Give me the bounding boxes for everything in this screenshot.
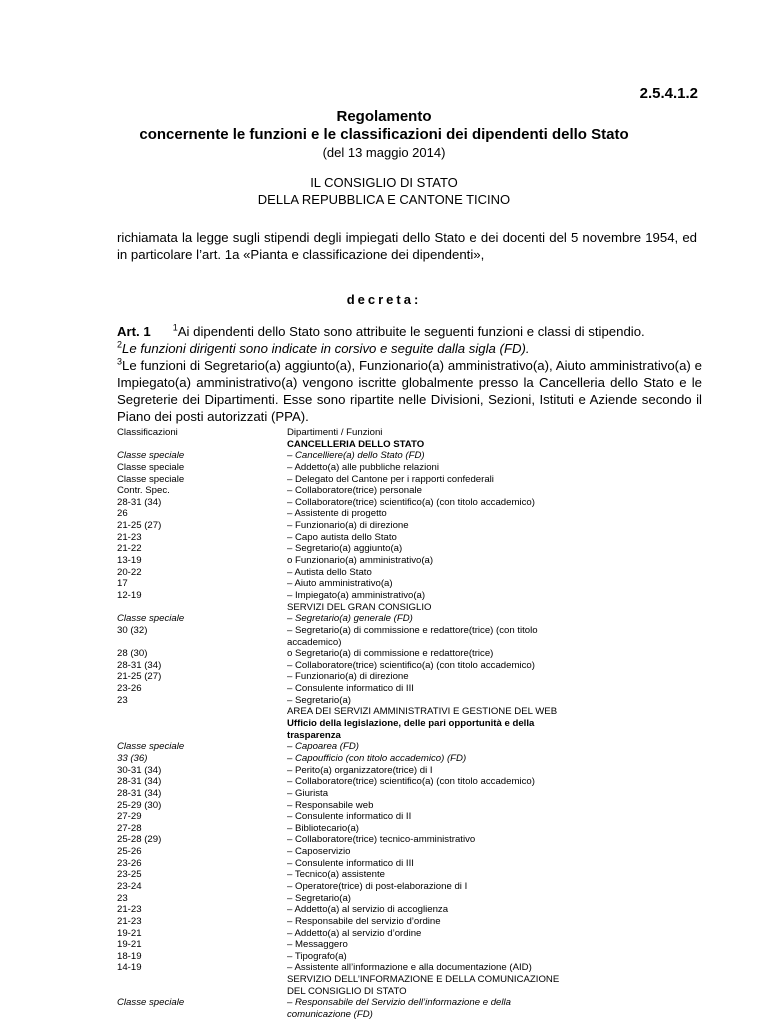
classification-cell	[117, 718, 277, 730]
classification-cell: Contr. Spec.	[117, 485, 170, 497]
function-cell: – Consulente informatico di II	[287, 811, 412, 823]
function-cell: – Capo autista dello Stato	[287, 531, 397, 543]
classification-cell: 12-19	[117, 589, 142, 601]
classification-cell: 25-28 (29)	[117, 834, 162, 846]
classification-cell: Classe speciale	[117, 461, 185, 473]
classification-cell	[117, 974, 277, 986]
classification-cell: 21-23	[117, 915, 142, 927]
function-cell: SERVIZIO DELL’INFORMAZIONE E DELLA COMUNICAZIONE	[287, 974, 560, 986]
preamble: richiamata la legge sugli stipendi degli impiegati dello Stato e dei docenti del 5 novembre 1954, ed in particolare l’art. 1a «Pianta e classificazione dei dipendenti»,	[117, 230, 697, 262]
function-cell: – Addetto(a) al servizio d’ordine	[287, 927, 422, 939]
paragraph-number: 1	[172, 322, 178, 333]
function-cell: – Responsabile del servizio d’ordine	[287, 915, 441, 927]
classification-cell: 28-31 (34)	[117, 776, 162, 788]
classification-cell: 33 (36)	[117, 752, 148, 764]
function-cell: – Collaboratore(trice) tecnico-amministrativo	[287, 834, 476, 846]
classification-cell: Classe speciale	[117, 450, 185, 462]
function-cell: o Funzionario(a) amministrativo(a)	[287, 555, 434, 567]
function-cell: – Assistente di progetto	[287, 508, 387, 520]
classification-cell: Classe speciale	[117, 997, 185, 1009]
classification-cell: 30-31 (34)	[117, 764, 162, 776]
classification-cell: 21-22	[117, 543, 142, 555]
function-cell: – Responsabile web	[287, 799, 374, 811]
classification-cell: 19-21	[117, 939, 142, 951]
function-cell: – Collaboratore(trice) scientifico(a) (con titolo accademico)	[287, 659, 535, 671]
document-date: (del 13 maggio 2014)	[322, 145, 446, 160]
classification-cell: 17	[117, 578, 128, 590]
function-cell: – Consulente informatico di III	[287, 683, 414, 695]
article-paragraph-1	[117, 323, 702, 340]
article-label: Art. 1	[117, 324, 151, 339]
function-cell: – Consulente informatico di III	[287, 857, 414, 869]
classification-cell: Classe speciale	[117, 473, 185, 485]
function-cell: – Collaboratore(trice) personale	[287, 485, 422, 497]
function-cell: – Funzionario(a) di direzione	[287, 520, 409, 532]
paragraph-number: 2	[117, 339, 123, 350]
function-cell: – Messaggero	[287, 939, 348, 951]
classification-cell: 30 (32)	[117, 624, 148, 636]
function-cell: CANCELLERIA DELLO STATO	[287, 438, 425, 450]
paragraph-text: Le funzioni dirigenti sono indicate in corsivo e seguite dalla sigla (FD).	[122, 341, 530, 356]
function-cell: – Aiuto amministrativo(a)	[287, 578, 393, 590]
classification-cell: 25-26	[117, 846, 142, 858]
classification-cell: 28 (30)	[117, 648, 148, 660]
function-cell: – Collaboratore(trice) scientifico(a) (con titolo accademico)	[287, 496, 535, 508]
function-cell: trasparenza	[287, 729, 341, 741]
function-cell: – Responsabile del Servizio dell’informazione e della	[287, 997, 511, 1009]
paragraph-text: Le funzioni di Segretario(a) aggiunto(a), Funzionario(a) amministrativo(a), Aiuto amministrativo(a) e Impiegato(a) amministrativo(a) vengono iscritte globalmente presso la Cancelleria dello Stato e le Segreterie dei Dipartimenti. Esse sono ripartite nelle Divisioni, Sezioni, Istituti e Aziende secondo il Piano dei posti autorizzati (PPA).	[117, 358, 702, 424]
classification-cell: 28-31 (34)	[117, 659, 162, 671]
function-cell: – Giurista	[287, 787, 329, 799]
function-cell: DEL CONSIGLIO DI STATO	[287, 985, 407, 997]
function-cell: – Funzionario(a) di direzione	[287, 671, 409, 683]
classification-cell: 21-25 (27)	[117, 520, 162, 532]
paragraph-number: 3	[117, 356, 123, 367]
function-cell: – Cancelliere(a) dello Stato (FD)	[287, 450, 425, 462]
function-cell: Ufficio della legislazione, delle pari opportunità e della	[287, 718, 535, 730]
council-line-2: DELLA REPUBBLICA E CANTONE TICINO	[257, 192, 511, 207]
classification-cell: 23-26	[117, 683, 142, 695]
classification-cell: 25-29 (30)	[117, 799, 162, 811]
function-cell: – Addetto(a) al servizio di accoglienza	[287, 904, 449, 916]
function-cell: o Segretario(a) di commissione e redattore(trice)	[287, 648, 494, 660]
document-number: 2.5.4.1.2	[639, 85, 698, 102]
classification-cell: Classe speciale	[117, 613, 185, 625]
classification-column	[117, 427, 277, 1021]
classification-cell: Classe speciale	[117, 741, 185, 753]
classification-cell: 20-22	[117, 566, 142, 578]
function-cell: – Caposervizio	[287, 846, 351, 858]
function-cell: – Bibliotecario(a)	[287, 822, 359, 834]
title-line-2: concernente le funzioni e le classificazioni dei dipendenti dello Stato	[139, 126, 629, 143]
classification-cell: 18-19	[117, 950, 142, 962]
function-cell: AREA DEI SERVIZI AMMINISTRATIVI E GESTIONE DEL WEB	[287, 706, 558, 718]
article-paragraph-2	[117, 340, 702, 357]
classification-cell	[117, 986, 277, 998]
classification-cell: 21-23	[117, 904, 142, 916]
function-cell: – Segretario(a)	[287, 694, 351, 706]
function-cell: SERVIZI DEL GRAN CONSIGLIO	[287, 601, 432, 613]
function-column	[287, 427, 677, 1021]
function-cell: – Segretario(a)	[287, 892, 351, 904]
article-1	[117, 323, 702, 425]
classification-cell: 28-31 (34)	[117, 787, 162, 799]
function-cell: accademico)	[287, 636, 342, 648]
classification-cell: 21-25 (27)	[117, 671, 162, 683]
council-line-1: IL CONSIGLIO DI STATO	[310, 175, 458, 190]
classification-cell: 13-19	[117, 555, 142, 567]
classification-cell: 28-31 (34)	[117, 496, 162, 508]
classification-cell	[117, 602, 277, 614]
function-cell: – Operatore(trice) di post-elaborazione di I	[287, 880, 468, 892]
function-cell: – Impiegato(a) amministrativo(a)	[287, 589, 426, 601]
classification-cell: 27-28	[117, 822, 142, 834]
function-cell: – Perito(a) organizzatore(trice) di I	[287, 764, 433, 776]
classification-cell: 23-24	[117, 880, 142, 892]
function-cell: – Segretario(a) di commissione e redattore(trice) (con titolo	[287, 624, 538, 636]
classification-cell	[117, 637, 277, 649]
function-cell: – Segretario(a) aggiunto(a)	[287, 543, 403, 555]
function-cell: – Tipografo(a)	[287, 950, 347, 962]
function-cell: – Capoufficio (con titolo accademico) (FD)	[287, 752, 467, 764]
function-cell: – Tecnico(a) assistente	[287, 869, 385, 881]
function-cell: – Delegato del Cantone per i rapporti confederali	[287, 473, 494, 485]
classification-cell: 23-26	[117, 857, 142, 869]
column-header: Dipartimenti / Funzioni	[287, 427, 383, 438]
function-cell: comunicazione (FD)	[287, 1009, 373, 1021]
classification-cell: 23-25	[117, 869, 142, 881]
classification-cell: 23	[117, 694, 128, 706]
function-cell: – Capoarea (FD)	[287, 741, 359, 753]
classification-cell: 23	[117, 892, 128, 904]
function-cell: – Autista dello Stato	[287, 566, 372, 578]
classification-cell: 27-29	[117, 811, 142, 823]
classification-cell: 19-21	[117, 927, 142, 939]
title-line-1: Regolamento	[336, 108, 432, 125]
decreta-heading: decreta:	[346, 292, 422, 307]
classification-cell: 21-23	[117, 531, 142, 543]
classification-cell	[117, 1009, 277, 1021]
classification-cell: 26	[117, 508, 128, 520]
function-cell: – Addetto(a) alle pubbliche relazioni	[287, 461, 440, 473]
function-cell: – Collaboratore(trice) scientifico(a) (con titolo accademico)	[287, 776, 535, 788]
function-cell: – Segretario(a) generale (FD)	[287, 613, 413, 625]
classification-cell	[117, 730, 277, 742]
function-cell: – Assistente all’informazione e alla documentazione (AID)	[287, 962, 532, 974]
classification-cell	[117, 706, 277, 718]
paragraph-text: Ai dipendenti dello Stato sono attribuite le seguenti funzioni e classi di stipendio.	[177, 324, 645, 339]
classification-cell: 14-19	[117, 962, 142, 974]
article-paragraph-3	[117, 357, 702, 425]
column-header: Classificazioni	[117, 427, 178, 438]
